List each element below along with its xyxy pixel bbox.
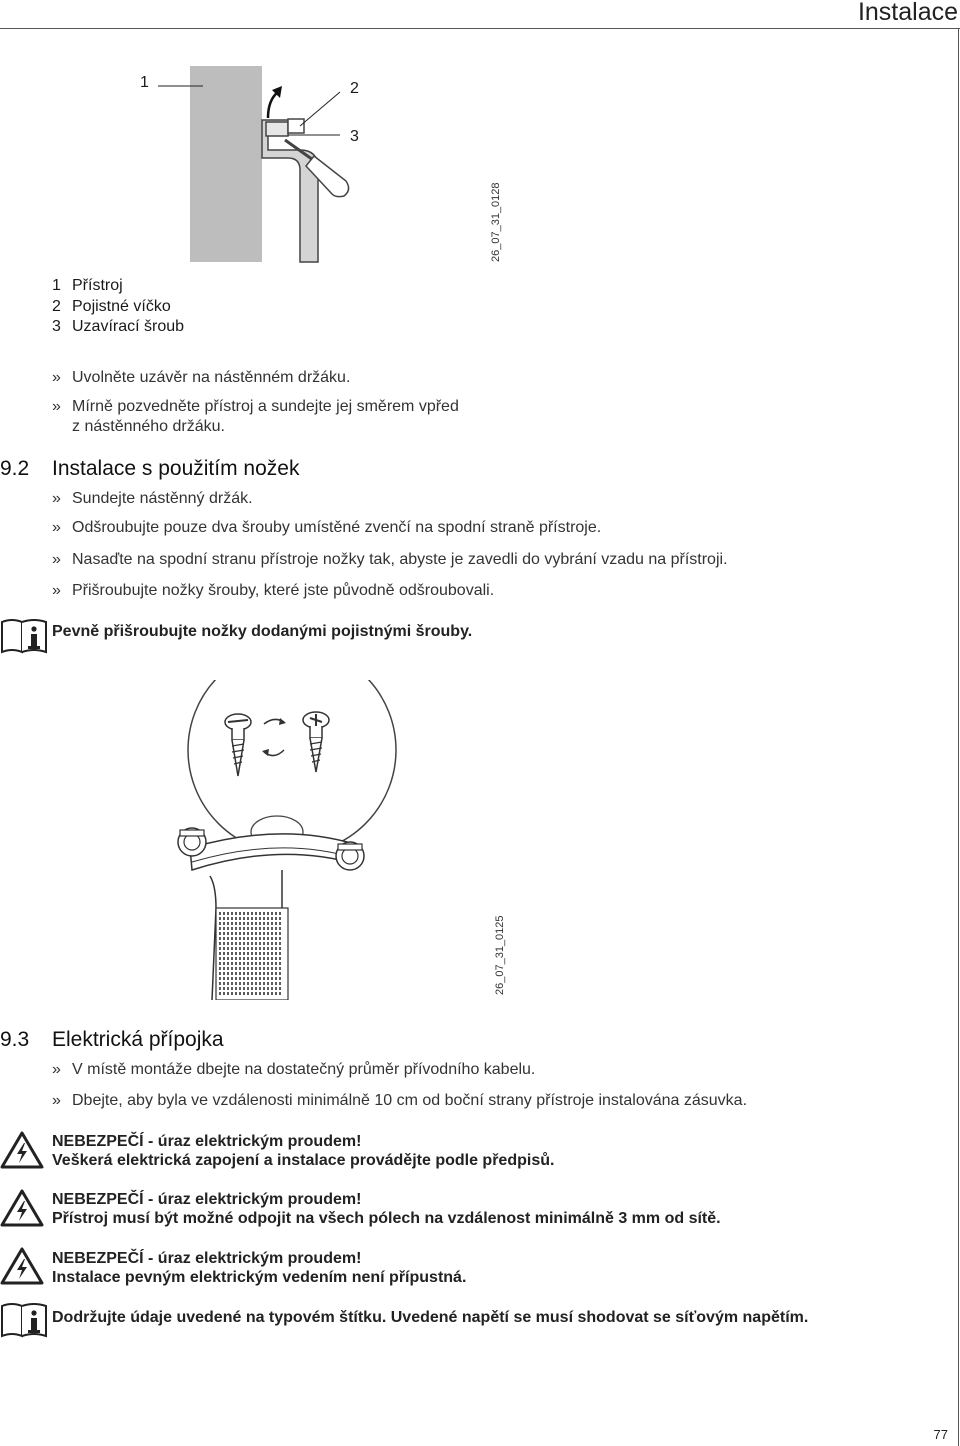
warning-title: NEBEZPEČÍ - úraz elektrickým proudem! bbox=[52, 1133, 362, 1150]
removal-step: » Uvolněte uzávěr na nástěnném držáku. bbox=[52, 369, 351, 386]
wheel-icon bbox=[178, 828, 206, 856]
info-book-icon bbox=[0, 616, 48, 656]
callout-1: 1 bbox=[140, 74, 149, 91]
electric-warning-icon bbox=[0, 1188, 44, 1228]
info-note: Pevně přišroubujte nožky dodanými pojistnými šrouby. bbox=[52, 623, 473, 640]
warning-title: NEBEZPEČÍ - úraz elektrickým proudem! bbox=[52, 1250, 362, 1267]
locking-cap bbox=[266, 122, 288, 136]
install-step: » Odšroubujte pouze dva šrouby umístěné zvenčí na spodní straně přístroje. bbox=[52, 519, 602, 536]
page-header-title: Instalace bbox=[857, 0, 958, 26]
electrical-step: » V místě montáže dbejte na dostatečný průměr přívodního kabelu. bbox=[52, 1061, 536, 1078]
warning-text: Instalace pevným elektrickým vedením není přípustná. bbox=[52, 1269, 467, 1286]
legend-item: 3 Uzavírací šroub bbox=[52, 318, 185, 335]
install-step: » Nasaďte na spodní stranu přístroje nožky tak, abyste je zavedli do vybrání vzadu na přístroji. bbox=[52, 551, 728, 568]
info-book-icon bbox=[0, 1300, 48, 1340]
legend-item: 1 Přístroj bbox=[52, 277, 123, 294]
callout-2: 2 bbox=[350, 80, 359, 97]
callout-3: 3 bbox=[350, 128, 359, 145]
warning-title: NEBEZPEČÍ - úraz elektrickým proudem! bbox=[52, 1191, 362, 1208]
electric-warning-icon bbox=[0, 1246, 44, 1286]
section-9-2-heading: 9.2 Instalace s použitím nožek bbox=[0, 457, 300, 480]
figure-legend bbox=[52, 276, 184, 338]
removal-step-continued: z nástěnného držáku. bbox=[72, 418, 225, 435]
figure1-code: 26_07_31_0128 bbox=[490, 182, 502, 262]
info-note: Dodržujte údaje uvedené na typovém štítku. Uvedené napětí se musí shodovat se síťovým napětím. bbox=[52, 1309, 809, 1326]
electrical-step: » Dbejte, aby byla ve vzdálenosti minimálně 10 cm od boční strany přístroje instalována zásuvka. bbox=[52, 1092, 748, 1109]
install-step: » Přišroubujte nožky šrouby, které jste původně odšroubovali. bbox=[52, 582, 495, 599]
removal-step: » Mírně pozvedněte přístroj a sundejte jej směrem vpřed bbox=[52, 398, 459, 415]
section-9-3-heading: 9.3 Elektrická přípojka bbox=[0, 1028, 224, 1051]
wall-bracket bbox=[262, 120, 318, 262]
warning-text: Přístroj musí být možné odpojit na všech pólech na vzdálenost minimálně 3 mm od sítě. bbox=[52, 1210, 721, 1227]
lift-arrow-icon bbox=[268, 86, 282, 118]
electric-warning-icon bbox=[0, 1130, 44, 1170]
warning-text: Veškerá elektrická zapojení a instalace provádějte podle předpisů. bbox=[52, 1152, 555, 1169]
figure2-code: 26_07_31_0125 bbox=[494, 915, 506, 995]
device-body bbox=[190, 66, 262, 262]
legend-item: 2 Pojistné víčko bbox=[52, 297, 171, 315]
page-number: 77 bbox=[933, 1427, 948, 1442]
wheel-icon bbox=[336, 842, 364, 870]
install-step: » Sundejte nástěnný držák. bbox=[52, 490, 253, 507]
feet-installation-figure bbox=[170, 680, 500, 1000]
